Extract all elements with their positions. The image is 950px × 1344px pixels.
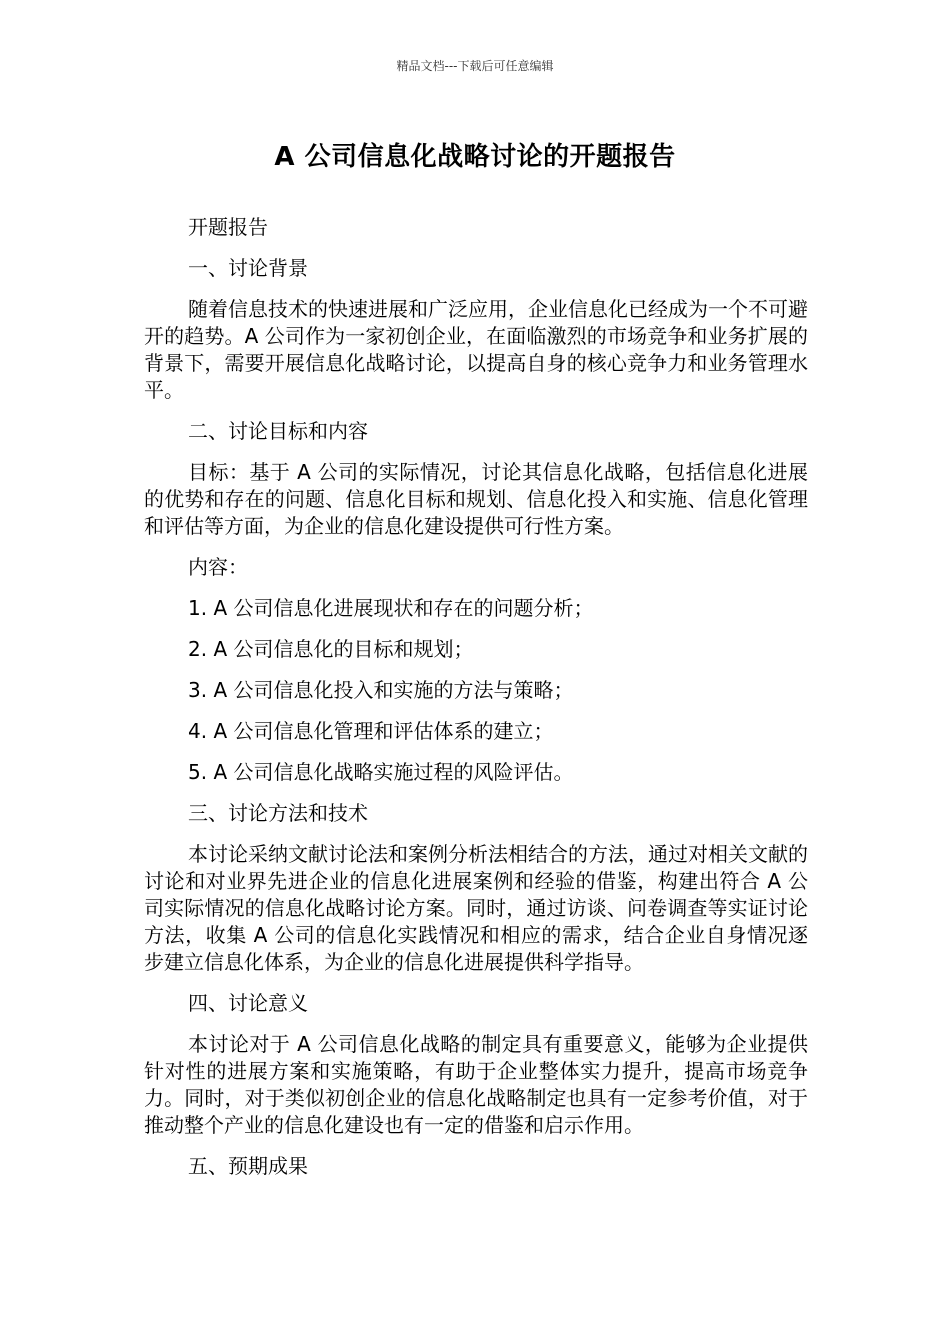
heading-expected-results: 五、预期成果 xyxy=(188,1154,308,1178)
label-content: 内容： xyxy=(188,555,248,579)
document-body xyxy=(144,214,808,1194)
paragraph-background: 随着信息技术的快速进展和广泛应用，企业信息化已经成为一个不可避开的趋势。A 公司作为一家初创企业，在面临激烈的市场竞争和业务扩展的背景下，需要开展信息化战略讨论，以提高自身的核心竞争力和业务管理水平。 xyxy=(144,297,808,402)
list-item: 1. A 公司信息化进展现状和存在的问题分析； xyxy=(188,596,594,620)
page-header: 精品文档---下载后可任意编辑 xyxy=(396,59,554,73)
list-item: 3. A 公司信息化投入和实施的方法与策略； xyxy=(188,678,574,702)
document-title: A 公司信息化战略讨论的开题报告 xyxy=(274,142,676,172)
section-label-report: 开题报告 xyxy=(188,215,268,239)
list-item: 5. A 公司信息化战略实施过程的风险评估。 xyxy=(188,760,574,784)
heading-methods: 三、讨论方法和技术 xyxy=(188,801,368,825)
list-item: 4. A 公司信息化管理和评估体系的建立； xyxy=(188,719,554,743)
paragraph-methods: 本讨论采纳文献讨论法和案例分析法相结合的方法，通过对相关文献的讨论和对业界先进企业的信息化进展案例和经验的借鉴，构建出符合 A 公司实际情况的信息化战略讨论方案。同时，通过访谈、问卷调查等实证讨论方法，收集 A 公司的信息化实践情况和相应的需求，结合企业自身情况逐步建立信息化体系，为企业的信息化进展提供科学指导。 xyxy=(144,842,808,974)
paragraph-goals: 目标：基于 A 公司的实际情况，讨论其信息化战略，包括信息化进展的优势和存在的问题、信息化目标和规划、信息化投入和实施、信息化管理和评估等方面，为企业的信息化建设提供可行性方案。 xyxy=(144,460,808,538)
list-item: 2. A 公司信息化的目标和规划； xyxy=(188,637,474,661)
paragraph-significance: 本讨论对于 A 公司信息化战略的制定具有重要意义，能够为企业提供针对性的进展方案和实施策略，有助于企业整体实力提升，提高市场竞争力。同时，对于类似初创企业的信息化战略制定也具有一定参考价值，对于推动整个产业的信息化建设也有一定的借鉴和启示作用。 xyxy=(144,1032,808,1137)
heading-background: 一、讨论背景 xyxy=(188,256,308,280)
heading-goals-content: 二、讨论目标和内容 xyxy=(188,419,368,443)
heading-significance: 四、讨论意义 xyxy=(188,991,308,1015)
